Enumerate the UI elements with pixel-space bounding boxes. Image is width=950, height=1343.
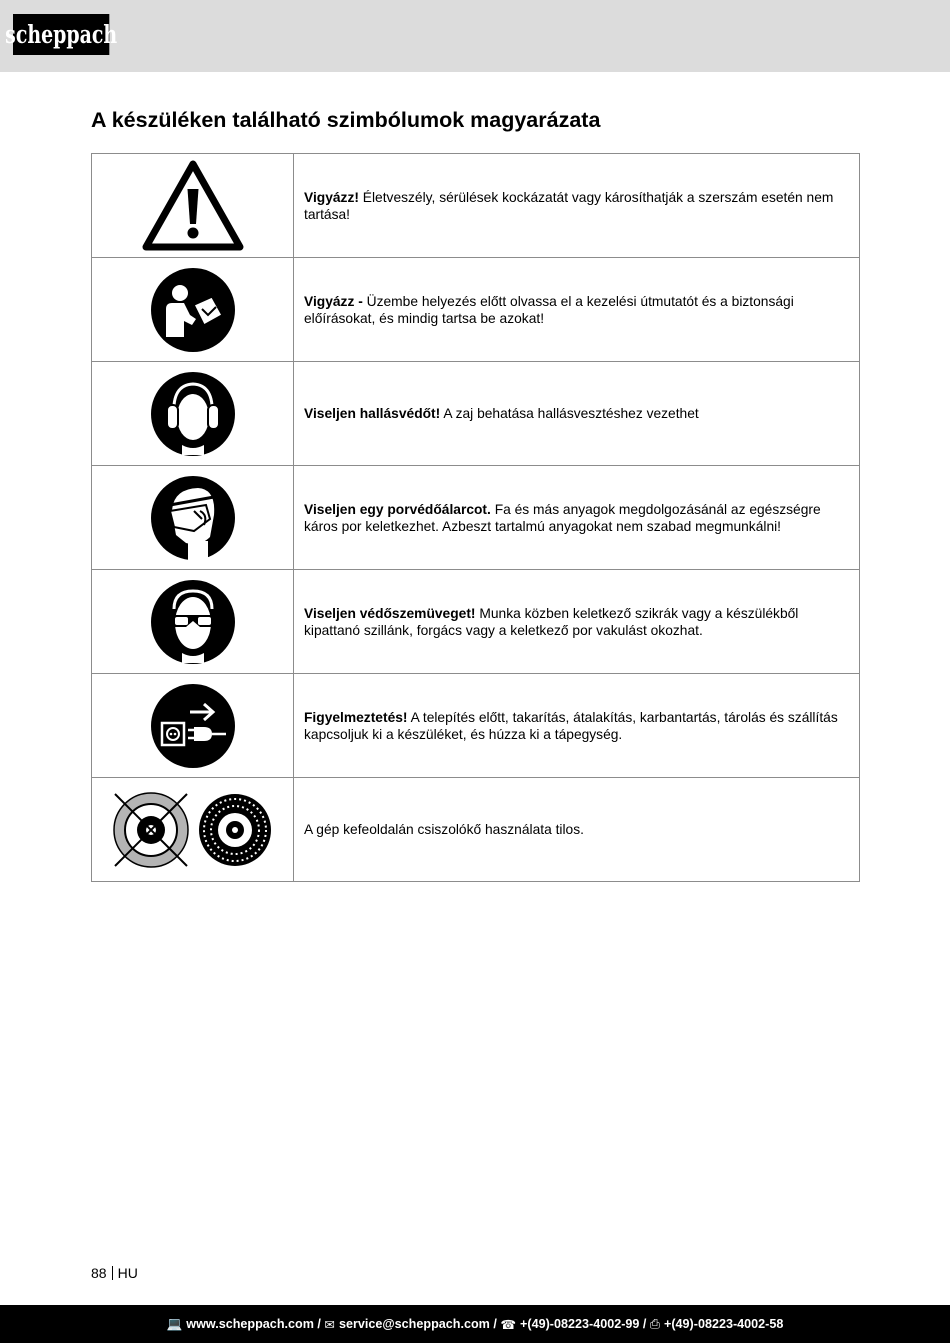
table-row bbox=[92, 570, 860, 674]
scheppach-logo: scheppach bbox=[13, 14, 109, 55]
warning-triangle-icon bbox=[92, 154, 294, 258]
page-number: 88 HU bbox=[91, 1265, 138, 1281]
read-manual-icon bbox=[92, 258, 294, 362]
safety-goggles-icon bbox=[92, 570, 294, 674]
symbol-description: Viseljen egy porvédőálarcot. Fa és más anyagok megdolgozásánál az egészségre káros por keletkezhet. Azbeszt tartalmú anyagokat nem szabad megmunkálni! bbox=[294, 466, 860, 570]
table-row bbox=[92, 258, 860, 362]
symbol-description: Vigyázz! Életveszély, sérülések kockázatát vagy károsíthatják a szerszám esetén nem tartása! bbox=[294, 154, 860, 258]
unplug-icon bbox=[92, 674, 294, 778]
computer-icon: 💻 bbox=[166, 1316, 183, 1331]
symbol-description: Viseljen hallásvédőt! A zaj behatása hallásvesztéshez vezethet bbox=[294, 362, 860, 466]
dust-mask-icon bbox=[92, 466, 294, 570]
divider bbox=[112, 1266, 113, 1280]
email-icon: ✉ bbox=[324, 1317, 335, 1332]
fax-number: +(49)-08223-4002-58 bbox=[664, 1317, 784, 1331]
symbol-description: Vigyázz - Üzembe helyezés előtt olvassa el a kezelési útmutatót és a biztonsági előírásokat, és mindig tartsa be azokat! bbox=[294, 258, 860, 362]
header-bar bbox=[0, 0, 950, 72]
table-row bbox=[92, 466, 860, 570]
symbol-description: Figyelmeztetés! A telepítés előtt, takarítás, átalakítás, karbantartás, tárolás és szállítás kapcsoljuk ki a készüléket, és húzza ki a tápegység. bbox=[294, 674, 860, 778]
no-grinding-disc-icon bbox=[92, 778, 294, 882]
page-title: A készüléken található szimbólumok magyarázata bbox=[91, 108, 601, 132]
contact-bar bbox=[0, 1305, 950, 1343]
symbols-table bbox=[91, 153, 860, 882]
symbol-description: A gép kefeoldalán csiszolókő használata tilos. bbox=[294, 778, 860, 882]
table-row bbox=[92, 778, 860, 882]
symbol-description: Viseljen védőszemüveget! Munka közben keletkező szikrák vagy a készülékből kipattanó szillánk, forgács vagy a keletkező por vakulást okozhat. bbox=[294, 570, 860, 674]
table-row bbox=[92, 674, 860, 778]
email-link[interactable]: service@scheppach.com / bbox=[338, 1317, 497, 1331]
phone-number: +(49)-08223-4002-99 / bbox=[520, 1317, 647, 1331]
website-link[interactable]: www.scheppach.com / bbox=[186, 1317, 321, 1331]
phone-icon: ☎ bbox=[500, 1317, 517, 1332]
table-row bbox=[92, 362, 860, 466]
table-row bbox=[92, 154, 860, 258]
fax-icon: ⎙ bbox=[649, 1316, 660, 1331]
ear-protection-icon bbox=[92, 362, 294, 466]
